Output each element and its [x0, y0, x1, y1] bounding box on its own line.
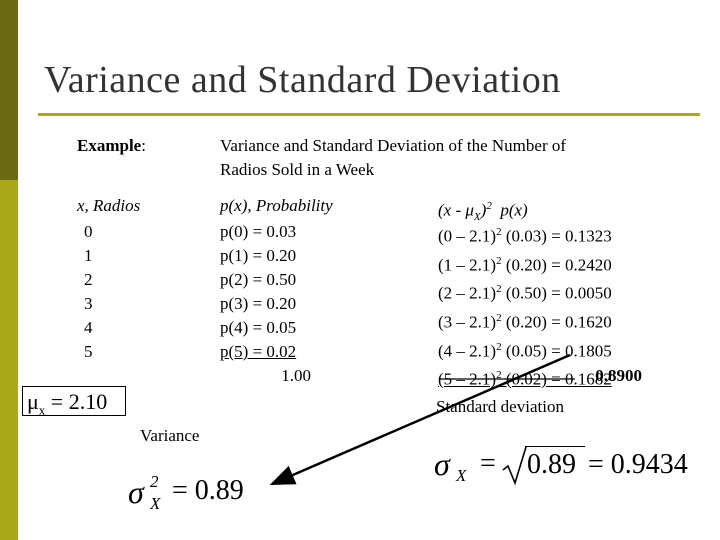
- deviation-row: (3 – 2.1)$^2$ (0.20) = 0.1620: [438, 311, 612, 332]
- deviation-row: (0 – 2.1)$^2$ (0.03) = 0.1323: [438, 226, 612, 246]
- deviation-row: (5 – 2.1)$^2$ (0.02) = 0.1682: [438, 369, 612, 389]
- col-header-probability: p(x), Probability: [220, 196, 333, 215]
- probability-row: p(3) = 0.20: [220, 294, 297, 313]
- probability-row: p(4) = 0.05: [220, 318, 297, 337]
- x-value: 5: [84, 342, 93, 361]
- deviation-row: (4 – 2.1)$^2$ (0.05) = 0.1805: [438, 340, 612, 361]
- x-value: 0: [84, 222, 93, 241]
- example-description-line1: Variance and Standard Deviation of the Number of: [220, 136, 567, 155]
- stddev-formula: σ X = 0.89 = 0.9434: [434, 446, 688, 485]
- variance-label: Variance: [140, 426, 200, 445]
- mean-box: $\mu_x = 2.10$: [22, 386, 126, 416]
- variance-formula: σ 2 X = 0.89: [128, 472, 244, 513]
- probability-row: p(5) = 0.02: [220, 342, 297, 361]
- example-label: Example:: [77, 136, 146, 155]
- probability-row: p(0) = 0.03: [220, 222, 297, 241]
- deviation-row: (2 – 2.1)$^2$ (0.50) = 0.0050: [438, 283, 612, 303]
- col-header-x: x, Radios: [77, 196, 141, 215]
- deviation-total: 0.8900: [595, 366, 642, 385]
- probability-row: p(2) = 0.50: [220, 270, 297, 289]
- slide-title: Variance and Standard Deviation: [44, 59, 561, 101]
- variance-arrow: [272, 355, 570, 484]
- col-header-deviation: $(x - \mu_X)^2$ p(x): [438, 200, 528, 224]
- x-value: 1: [84, 246, 93, 265]
- stddev-label: Standard deviation: [436, 397, 564, 416]
- x-value: 3: [84, 294, 93, 313]
- x-value: 4: [84, 318, 93, 337]
- x-value: 2: [84, 270, 93, 289]
- example-description-line2: Radios Sold in a Week: [220, 160, 375, 179]
- probability-row: p(1) = 0.20: [220, 246, 297, 265]
- deviation-row: (1 – 2.1)$^2$ (0.20) = 0.2420: [438, 254, 612, 275]
- probability-total: 1.00: [281, 366, 311, 385]
